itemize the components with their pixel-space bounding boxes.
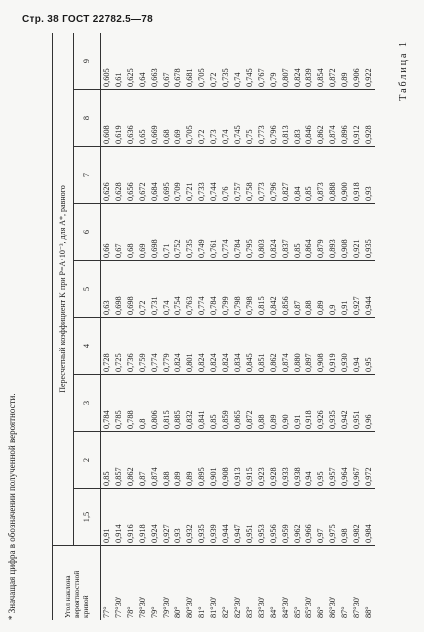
value-cell: 0,773 <box>256 90 268 147</box>
table-row <box>137 33 149 620</box>
value-cell: 0,84 <box>292 147 304 204</box>
row-angle-cell: 79° <box>149 546 161 621</box>
value-cell: 0,957 <box>327 432 339 489</box>
column-header: 2 <box>74 432 101 489</box>
value-cell: 0,757 <box>232 147 244 204</box>
value-cell: 0,839 <box>304 68 314 87</box>
value-cell: 0,813 <box>280 90 292 147</box>
value-cell: 0,85 <box>101 432 113 489</box>
value-cell: 0,69 <box>172 90 184 147</box>
value-cell: 0,88 <box>161 432 173 489</box>
value-cell: 0,928 <box>268 432 280 489</box>
value-cell: 0,89 <box>184 432 196 489</box>
value-cell: 0,900 <box>339 147 351 204</box>
value-cell: 0,984 <box>363 489 375 546</box>
value-cell: 0,681 <box>185 68 195 87</box>
value-cell: 0,874 <box>327 90 339 147</box>
value-cell: 0,915 <box>244 432 256 489</box>
row-angle-cell: 80°30' <box>184 546 196 621</box>
value-cell: 0,8 <box>137 375 149 432</box>
value-cell: 0,698 <box>149 204 161 261</box>
row-angle-cell: 80° <box>172 546 184 621</box>
value-cell: 0,87 <box>137 432 149 489</box>
column-header-row <box>74 33 101 620</box>
value-cell: 0,932 <box>184 489 196 546</box>
value-cell: 0,928 <box>363 90 375 147</box>
value-cell: 0,72 <box>137 261 149 318</box>
value-cell: 0,619 <box>113 90 125 147</box>
value-cell: 0,953 <box>256 489 268 546</box>
value-cell: 0,698 <box>113 261 125 318</box>
value-cell: 0,752 <box>172 204 184 261</box>
table-row <box>303 33 315 620</box>
value-cell: 0,728 <box>101 318 113 375</box>
page-header: Стр. 38 ГОСТ 22782.5—78 <box>22 14 154 25</box>
value-cell: 0,705 <box>197 68 207 87</box>
value-cell: 0,72 <box>196 90 208 147</box>
value-cell: 0,705 <box>184 90 196 147</box>
value-cell: 0,944 <box>220 489 232 546</box>
value-cell: 0,923 <box>256 432 268 489</box>
row-angle-cell: 86° <box>315 546 327 621</box>
value-cell: 0,947 <box>232 489 244 546</box>
value-cell: 0,63 <box>101 261 113 318</box>
value-cell: 0,91 <box>101 489 113 546</box>
value-cell: 0,795 <box>244 204 256 261</box>
value-cell: 0,801 <box>184 318 196 375</box>
value-cell: 0,975 <box>327 489 339 546</box>
value-cell: 0,608 <box>101 90 113 147</box>
value-cell: 0,908 <box>315 318 327 375</box>
value-cell: 0,71 <box>161 204 173 261</box>
value-cell: 0,799 <box>220 261 232 318</box>
value-cell: 0,785 <box>113 375 125 432</box>
value-cell: 0,89 <box>268 375 280 432</box>
value-cell: 0,921 <box>351 204 363 261</box>
value-cell: 0,79 <box>268 72 278 87</box>
table-row <box>208 33 220 620</box>
value-cell: 0,956 <box>268 489 280 546</box>
value-cell: 0,669 <box>149 90 161 147</box>
value-cell: 0,854 <box>316 68 326 87</box>
value-cell: 0,74 <box>161 261 173 318</box>
table-row <box>184 33 196 620</box>
value-cell: 0,784 <box>208 261 220 318</box>
row-angle-cell: 81°30' <box>208 546 220 621</box>
value-cell: 0,95 <box>363 318 375 375</box>
value-cell: 0,87 <box>292 261 304 318</box>
value-cell: 0,806 <box>149 375 161 432</box>
table-row <box>220 33 232 620</box>
value-cell: 0,862 <box>315 90 327 147</box>
value-cell: 0,773 <box>256 147 268 204</box>
value-cell: 0,888 <box>327 147 339 204</box>
value-cell: 0,76 <box>220 147 232 204</box>
value-cell: 0,872 <box>244 375 256 432</box>
row-angle-cell: 82° <box>220 546 232 621</box>
row-angle-cell: 85° <box>292 546 304 621</box>
table-row <box>196 33 208 620</box>
value-cell: 0,725 <box>113 318 125 375</box>
value-cell: 0,672 <box>137 147 149 204</box>
column-header: 7 <box>74 147 101 204</box>
value-cell: 0,851 <box>256 318 268 375</box>
value-cell: 0,962 <box>292 489 304 546</box>
value-cell: 0,846 <box>303 90 315 147</box>
table-row <box>280 33 292 620</box>
value-cell: 0,94 <box>351 318 363 375</box>
value-cell: 0,65 <box>137 90 149 147</box>
table-row <box>268 33 280 620</box>
value-cell: 0,74 <box>220 90 232 147</box>
table-body <box>101 33 375 620</box>
table-row <box>292 33 304 620</box>
value-cell: 0,758 <box>244 147 256 204</box>
column-header: 9 <box>74 33 101 90</box>
conversion-coefficient-table <box>52 33 375 620</box>
value-cell: 0,88 <box>303 261 315 318</box>
value-cell: 0,754 <box>172 261 184 318</box>
value-cell: 0,837 <box>280 204 292 261</box>
value-cell: 0,733 <box>196 147 208 204</box>
row-angle-cell: 78°30' <box>137 546 149 621</box>
value-cell: 0,763 <box>184 261 196 318</box>
value-cell: 0,89 <box>340 72 350 87</box>
value-cell: 0,951 <box>244 489 256 546</box>
column-header: 3 <box>74 375 101 432</box>
value-cell: 0,874 <box>149 432 161 489</box>
value-cell: 0,930 <box>339 318 351 375</box>
value-cell: 0,864 <box>303 204 315 261</box>
row-angle-cell: 88° <box>363 546 375 621</box>
value-cell: 0,859 <box>220 375 232 432</box>
value-cell: 0,75 <box>244 90 256 147</box>
value-cell: 0,68 <box>161 90 173 147</box>
table-row <box>232 33 244 620</box>
value-cell: 0,935 <box>327 375 339 432</box>
value-cell: 0,841 <box>196 375 208 432</box>
value-cell: 0,834 <box>232 318 244 375</box>
value-cell: 0,774 <box>196 261 208 318</box>
value-cell: 0,918 <box>303 375 315 432</box>
value-cell: 0,944 <box>363 261 375 318</box>
value-cell: 0,626 <box>101 147 113 204</box>
value-cell: 0,901 <box>208 432 220 489</box>
value-cell: 0,67 <box>161 72 171 87</box>
table-row <box>363 33 375 620</box>
table-row <box>327 33 339 620</box>
value-cell: 0,815 <box>161 375 173 432</box>
value-cell: 0,88 <box>256 375 268 432</box>
value-cell: 0,933 <box>280 432 292 489</box>
table-row <box>161 33 173 620</box>
value-cell: 0,959 <box>280 489 292 546</box>
row-angle-cell: 85°30' <box>303 546 315 621</box>
value-cell: 0,803 <box>256 204 268 261</box>
value-cell: 0,916 <box>125 489 137 546</box>
table-row <box>113 33 125 620</box>
value-cell: 0,663 <box>149 68 159 87</box>
value-cell: 0,815 <box>256 261 268 318</box>
row-angle-cell: 84° <box>268 546 280 621</box>
column-header: 1,5 <box>74 489 101 546</box>
value-cell: 0,69 <box>137 204 149 261</box>
value-cell: 0,93 <box>172 489 184 546</box>
value-cell: 0,628 <box>113 147 125 204</box>
value-cell: 0,879 <box>315 204 327 261</box>
value-cell: 0,856 <box>280 261 292 318</box>
value-cell: 0,893 <box>327 204 339 261</box>
footnote: * Значащая цифра в обозначении полученной вероятности. <box>7 393 17 620</box>
row-angle-cell: 87° <box>339 546 351 621</box>
value-cell: 0,824 <box>196 318 208 375</box>
value-cell: 0,919 <box>327 318 339 375</box>
value-cell: 0,774 <box>149 318 161 375</box>
value-cell: 0,96 <box>363 375 375 432</box>
value-cell: 0,906 <box>352 68 362 87</box>
row-angle-cell: 82°30' <box>232 546 244 621</box>
value-cell: 0,951 <box>351 375 363 432</box>
table-row <box>339 33 351 620</box>
value-cell: 0,982 <box>351 489 363 546</box>
value-cell: 0,605 <box>102 68 111 87</box>
value-cell: 0,788 <box>125 375 137 432</box>
row-angle-cell: 79°30' <box>161 546 173 621</box>
row-angle-cell: 83° <box>244 546 256 621</box>
value-cell: 0,97 <box>315 489 327 546</box>
row-angle-cell: 81° <box>196 546 208 621</box>
value-cell: 0,749 <box>196 204 208 261</box>
value-cell: 0,796 <box>268 90 280 147</box>
value-cell: 0,798 <box>244 261 256 318</box>
value-cell: 0,64 <box>137 72 147 87</box>
value-cell: 0,939 <box>208 489 220 546</box>
value-cell: 0,827 <box>280 147 292 204</box>
value-cell: 0,735 <box>221 68 231 87</box>
value-cell: 0,745 <box>244 68 254 87</box>
value-cell: 0,72 <box>209 72 219 87</box>
table-row <box>125 33 137 620</box>
value-cell: 0,731 <box>149 261 161 318</box>
value-cell: 0,744 <box>208 147 220 204</box>
value-cell: 0,774 <box>220 204 232 261</box>
row-angle-cell: 86°30' <box>327 546 339 621</box>
value-cell: 0,824 <box>208 318 220 375</box>
column-header: 8 <box>74 90 101 147</box>
value-cell: 0,874 <box>280 318 292 375</box>
value-cell: 0,85 <box>208 375 220 432</box>
value-cell: 0,784 <box>101 375 113 432</box>
value-cell: 0,862 <box>125 432 137 489</box>
value-cell: 0,862 <box>268 318 280 375</box>
table-row <box>256 33 268 620</box>
value-cell: 0,85 <box>292 204 304 261</box>
value-cell: 0,9 <box>327 261 339 318</box>
value-cell: 0,721 <box>184 147 196 204</box>
value-cell: 0,824 <box>220 318 232 375</box>
value-cell: 0,885 <box>172 375 184 432</box>
value-cell: 0,784 <box>232 204 244 261</box>
column-header: 4 <box>74 318 101 375</box>
value-cell: 0,89 <box>315 261 327 318</box>
value-cell: 0,895 <box>196 432 208 489</box>
value-cell: 0,908 <box>220 432 232 489</box>
value-cell: 0,918 <box>351 147 363 204</box>
value-cell: 0,684 <box>149 147 161 204</box>
value-cell: 0,914 <box>113 489 125 546</box>
value-cell: 0,678 <box>173 68 183 87</box>
angle-column-header: Угол наклона вероятностной кривой <box>53 546 101 621</box>
value-cell: 0,736 <box>125 318 137 375</box>
value-cell: 0,695 <box>161 147 173 204</box>
value-cell: 0,935 <box>363 204 375 261</box>
value-cell: 0,918 <box>137 489 149 546</box>
value-cell: 0,625 <box>125 68 135 87</box>
value-cell: 0,913 <box>232 432 244 489</box>
column-header: 5 <box>74 261 101 318</box>
value-cell: 0,824 <box>172 318 184 375</box>
table-row <box>172 33 184 620</box>
value-cell: 0,964 <box>339 432 351 489</box>
value-cell: 0,767 <box>256 68 266 87</box>
row-angle-cell: 83°30' <box>256 546 268 621</box>
value-cell: 0,966 <box>303 489 315 546</box>
value-cell: 0,967 <box>351 432 363 489</box>
value-cell: 0,98 <box>339 489 351 546</box>
value-cell: 0,938 <box>292 432 304 489</box>
value-cell: 0,91 <box>339 261 351 318</box>
value-cell: 0,857 <box>113 432 125 489</box>
value-cell: 0,796 <box>268 147 280 204</box>
value-cell: 0,824 <box>292 68 302 87</box>
value-cell: 0,91 <box>292 375 304 432</box>
value-cell: 0,90 <box>280 375 292 432</box>
value-cell: 0,698 <box>125 261 137 318</box>
value-cell: 0,95 <box>315 432 327 489</box>
value-cell: 0,908 <box>339 204 351 261</box>
value-cell: 0,66 <box>101 204 113 261</box>
value-cell: 0,735 <box>184 204 196 261</box>
value-cell: 0,68 <box>125 204 137 261</box>
row-angle-cell: 87°30' <box>351 546 363 621</box>
value-cell: 0,942 <box>339 375 351 432</box>
value-cell: 0,61 <box>113 72 123 87</box>
value-cell: 0,656 <box>125 147 137 204</box>
value-cell: 0,93 <box>363 147 375 204</box>
value-cell: 0,807 <box>280 68 290 87</box>
value-cell: 0,972 <box>363 432 375 489</box>
table-row <box>244 33 256 620</box>
value-cell: 0,935 <box>196 489 208 546</box>
table-row <box>351 33 363 620</box>
value-cell: 0,83 <box>292 90 304 147</box>
value-cell: 0,798 <box>232 261 244 318</box>
value-cell: 0,73 <box>208 90 220 147</box>
value-cell: 0,94 <box>303 432 315 489</box>
value-cell: 0,927 <box>161 489 173 546</box>
value-cell: 0,927 <box>351 261 363 318</box>
value-cell: 0,67 <box>113 204 125 261</box>
value-cell: 0,896 <box>339 90 351 147</box>
value-cell: 0,924 <box>149 489 161 546</box>
coefficient-group-header: Пересчетный коэффициент K при P=A·10⁻³, для A*, равного <box>53 33 74 546</box>
table-row <box>315 33 327 620</box>
row-angle-cell: 77° <box>101 546 113 621</box>
value-cell: 0,897 <box>303 318 315 375</box>
table-row <box>149 33 161 620</box>
value-cell: 0,709 <box>172 147 184 204</box>
value-cell: 0,745 <box>232 90 244 147</box>
column-header: 6 <box>74 204 101 261</box>
value-cell: 0,779 <box>161 318 173 375</box>
value-cell: 0,873 <box>315 147 327 204</box>
value-cell: 0,636 <box>125 90 137 147</box>
value-cell: 0,872 <box>328 68 338 87</box>
value-cell: 0,832 <box>184 375 196 432</box>
table-row <box>101 33 113 620</box>
value-cell: 0,865 <box>232 375 244 432</box>
table-label: Таблица 1 <box>398 40 409 101</box>
value-cell: 0,74 <box>232 72 242 87</box>
value-cell: 0,922 <box>363 68 373 87</box>
value-cell: 0,759 <box>137 318 149 375</box>
value-cell: 0,926 <box>315 375 327 432</box>
rotated-page-content <box>0 30 424 620</box>
value-cell: 0,85 <box>303 147 315 204</box>
row-angle-cell: 77°30' <box>113 546 125 621</box>
value-cell: 0,89 <box>172 432 184 489</box>
value-cell: 0,824 <box>268 204 280 261</box>
value-cell: 0,845 <box>244 318 256 375</box>
value-cell: 0,912 <box>351 90 363 147</box>
value-cell: 0,880 <box>292 318 304 375</box>
row-angle-cell: 78° <box>125 546 137 621</box>
value-cell: 0,761 <box>208 204 220 261</box>
value-cell: 0,842 <box>268 261 280 318</box>
row-angle-cell: 84°30' <box>280 546 292 621</box>
